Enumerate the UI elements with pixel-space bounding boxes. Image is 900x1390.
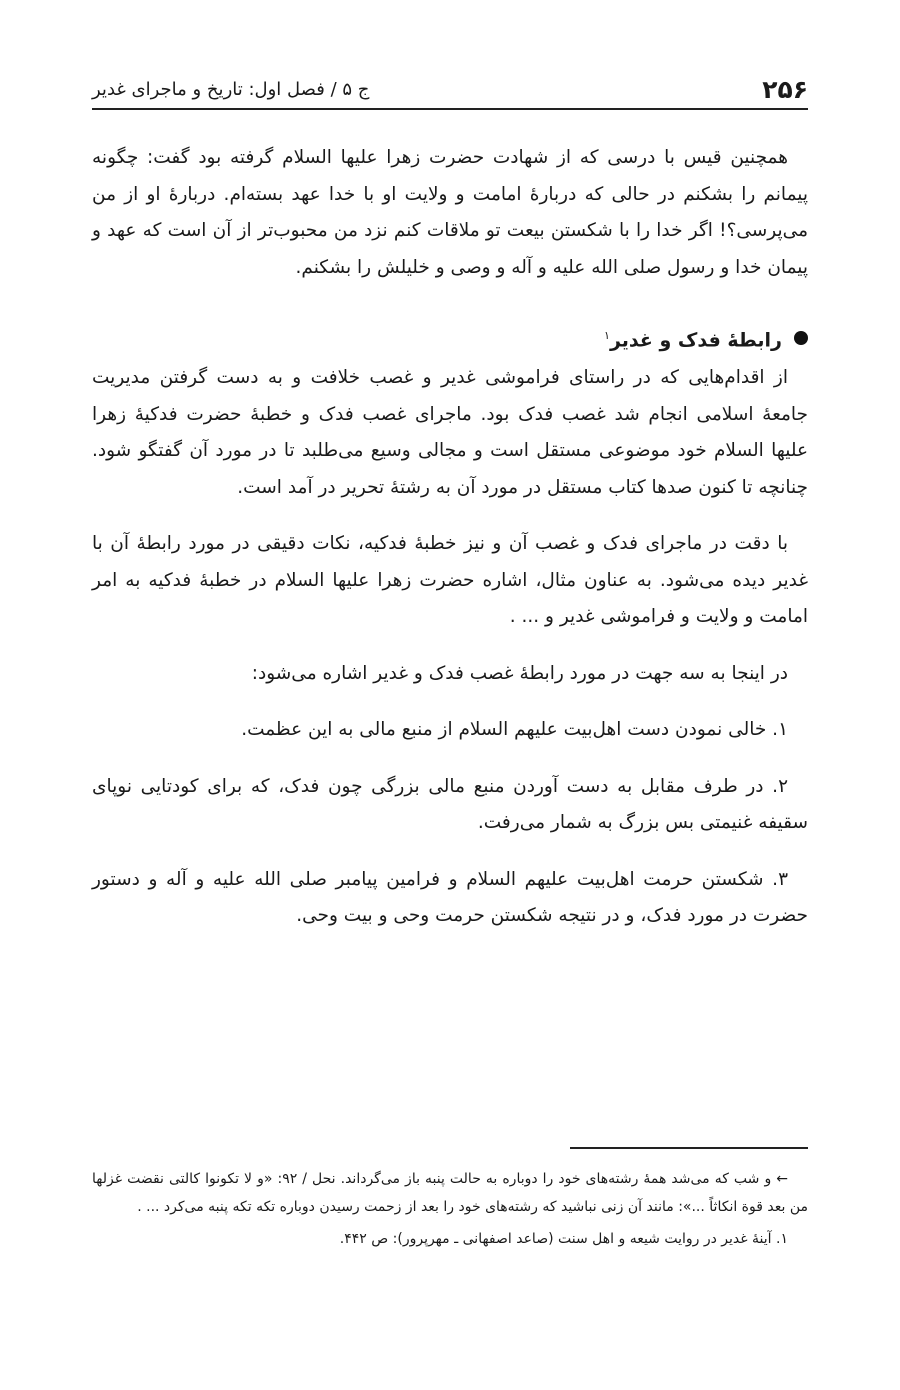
list-item-1: ۱. خالی نمودن دست اهل‌بیت علیهم السلام از منبع مالی به این عظمت. <box>241 719 788 741</box>
footnote-mark: ۱ <box>604 329 610 342</box>
running-title: ج ۵ / فصل اول: تاریخ و ماجرای غدیر <box>92 78 370 100</box>
footnote-divider <box>570 1147 808 1149</box>
paragraph-fadak-relation: با دقت در ماجرای فدک و غصب آن و نیز خطبهٔ فدکیه، نکات دقیقی در مورد رابطهٔ آن با غدیر دیده می‌شود. به عناون مثال، اشاره حضرت زهرا علیها السلام در خطبهٔ فدکیه به امر امامت و ولایت و فراموشی غدیر و ... . <box>92 533 808 628</box>
list-item-2: ۲. در طرف مقابل به دست آوردن منبع مالی بزرگی چون فدک، که برای کودتایی نوپای سقیفه غنیمتی بس بزرگ به شمار می‌رفت. <box>92 775 808 834</box>
paragraph-qays: همچنین قیس با درسی که از شهادت حضرت زهرا علیها السلام گرفته بود گفت: چگونه پیمانم را بشکنم در حالی که دربارهٔ امامت و ولایت او با خدا عهد بسته‌ام. دربارهٔ او از من می‌پرسی؟! اگر خدا را با شکستن بیعت تو ملاقات کنم نزد من محبوب‌تر از آن است که عهد و پیمان خدا و رسول صلی الله علیه و آله و وصی و خلیلش را بشکنم. <box>92 147 808 278</box>
section-heading-text: رابطهٔ فدک و غدیر <box>609 329 782 352</box>
footnotes <box>92 1165 808 1253</box>
paragraph-fadak-intro: از اقدام‌هایی که در راستای فراموشی غدیر و غصب خلافت و به دست گرفتن مدیریت جامعهٔ اسلامی انجام شد غصب فدک بود. ماجرای غصب فدک و خطبهٔ حضرت فدکیهٔ زهرا علیها السلام خود موضوعی مستقل است و مجالی وسیع می‌طلبد تا در مورد آن گفتگو شود. چنانچه تا کنون صدها کتاب مستقل در مورد آن به رشتهٔ تحریر در آمد است. <box>92 367 808 498</box>
page-number: ۲۵۶ <box>762 74 808 104</box>
bullet-icon <box>794 331 808 345</box>
page-header <box>92 70 808 110</box>
paragraph-three-aspects: در اینجا به سه جهت در مورد رابطهٔ غصب فدک و غدیر اشاره می‌شود: <box>251 662 788 684</box>
section-heading <box>92 316 808 360</box>
footnote-continued: ← و شب که می‌شد همهٔ رشته‌های خود را دوباره به حالت پنبه باز می‌گرداند. نحل / ۹۲: «و لا تکونوا کالتی نقضت غزلها من بعد قوة انکاثاً ...»: مانند آن زنی نباشید که رشته‌های خود را بعد از زحمت رسیدن دوباره تکه تکه پنبه می‌کرد ... . <box>92 1171 808 1215</box>
footnote-1: ۱. آینهٔ غدیر در روایت شیعه و اهل سنت (صاعد اصفهانی ـ مهرپرور): ص ۴۴۲. <box>339 1231 788 1247</box>
page-body <box>92 140 808 935</box>
list-item-3: ۳. شکستن حرمت اهل‌بیت علیهم السلام و فرامین پیامبر صلی الله علیه و آله و دستور حضرت در مورد فدک، و در نتیجه شکستن حرمت وحی و بیت وحی. <box>92 868 808 927</box>
